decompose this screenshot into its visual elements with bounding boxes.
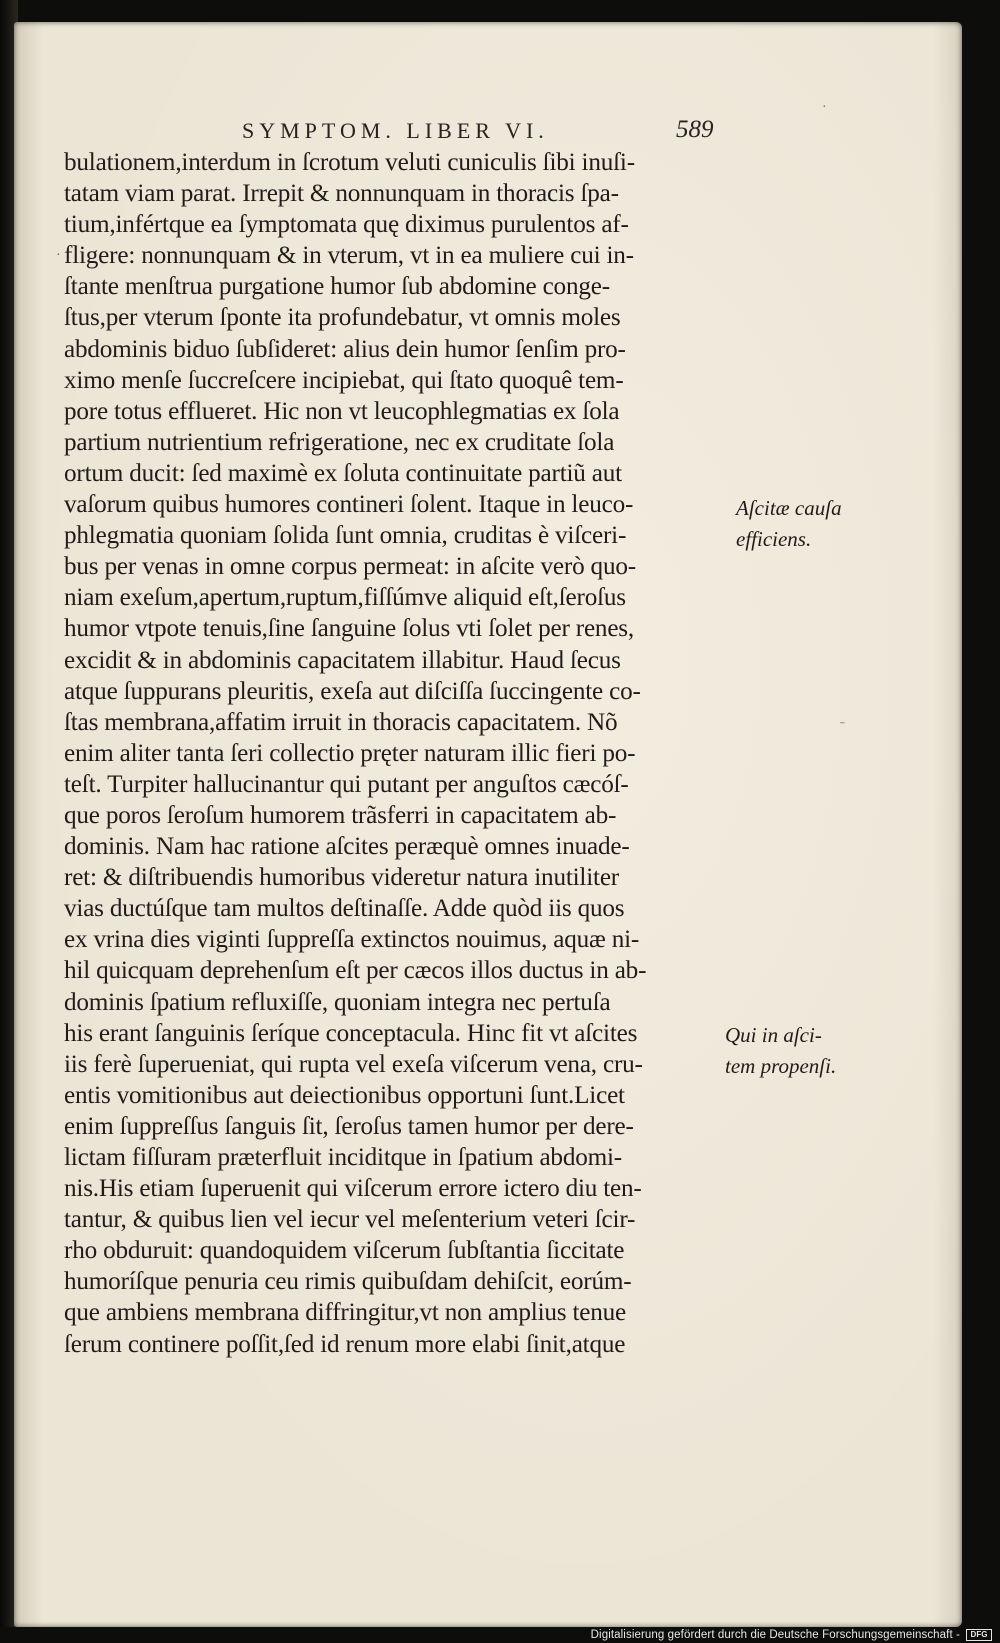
text-line: teſt. Turpiter hallucinantur qui putant per anguſtos cæcóſ- (64, 770, 629, 798)
text-line: dominis. Nam hac ratione aſcites peræquè omnes inuade- (64, 833, 630, 861)
marginal-note-line: Qui in aſci- (725, 1023, 822, 1047)
marginal-note (725, 1022, 836, 1084)
marginal-note-line: efficiens. (736, 527, 812, 552)
text-line: enim ſuppreſſus ſanguis ſit, ſeroſus tamen humor per dere- (64, 1112, 634, 1140)
text-line: ex vrina dies viginti ſuppreſſa extinctos nouimus, aquæ ni- (64, 926, 640, 954)
text-line: iis ferè ſuperueniat, qui rupta vel exeſa viſcerum vena, cru- (64, 1050, 643, 1078)
text-line: ſtus,per vterum ſponte ita profundebatur, vt omnis moles (64, 304, 621, 332)
text-line: lictam fiſſuram præterfluit inciditque in ſpatium abdomi- (64, 1144, 622, 1171)
text-line: abdominis biduo ſubſideret: alius dein humor ſenſim pro- (64, 335, 626, 363)
text-line: dominis ſpatium refluxiſſe, quoniam integra nec pertuſa (64, 988, 611, 1016)
text-line: atque ſuppurans pleuritis, exeſa aut diſciſſa ſuccingente co- (64, 677, 641, 705)
text-line: ximo menſe ſuccreſcere incipiebat, qui ſtato quoquê tem- (64, 366, 624, 394)
text-line: que poros ſeroſum humorem trãsferri in capacitatem ab- (64, 801, 617, 829)
text-line: pore totus efflueret. Hic non vt leucophlegmatias ex ſola (64, 397, 620, 425)
text-line: tantur, & quibus lien vel iecur vel meſenterium veteri ſcir- (64, 1206, 636, 1234)
text-line: nis.His etiam ſuperuenit qui viſcerum errore ictero diu ten- (64, 1175, 642, 1203)
marginal-note-line: Aſcitæ cauſa (736, 496, 842, 520)
ink-speck: ˉ (840, 720, 845, 735)
ink-speck: · (56, 248, 61, 263)
page-number: 589 (676, 116, 714, 143)
marginal-note (736, 495, 842, 557)
text-line: vaſorum quibus humores contineri ſolent. Itaque in leuco- (64, 491, 634, 519)
text-line: bulationem,interdum in ſcrotum veluti cuniculis ſibi inuſi- (64, 149, 635, 176)
text-line: tium,infértque ea ſymptomata quę diximus purulentos af- (64, 211, 629, 239)
text-line: ortum ducit: ſed maximè ex ſoluta continuitate partiũ aut (64, 459, 622, 487)
running-head: SYMPTOM. LIBER VI. (242, 118, 549, 143)
text-line: ſtante menſtrua purgatione humor ſub abdomine conge- (64, 273, 610, 301)
book-page (14, 22, 962, 1627)
text-line: partium nutrientium refrigeratione, nec ex cruditate ſola (64, 428, 615, 456)
text-line: hil quicquam deprehenſum eſt per cæcos illos ductus in ab- (64, 957, 647, 985)
text-line: entis vomitionibus aut deiectionibus opportuni ſunt.Licet (64, 1081, 625, 1109)
digitization-footer (0, 1627, 1000, 1643)
text-line: humoríſque penuria ceu rimis quibuſdam dehiſcit, eorúm- (64, 1268, 632, 1296)
text-line: phlegmatia quoniam ſolida ſunt omnia, cruditas è viſceri- (64, 522, 627, 550)
dfg-logo: DFG (966, 1629, 992, 1641)
text-line: ret: & diſtribuendis humoribus videretur natura inutiliter (64, 864, 619, 892)
text-line: humor vtpote tenuis,ſine ſanguine ſolus vti ſolet per renes, (64, 615, 634, 643)
text-line: fligere: nonnunquam & in vterum, vt in ea muliere cui in- (64, 242, 634, 270)
body-text (64, 147, 729, 1360)
marginal-note-line: tem propenſi. (725, 1054, 837, 1079)
text-line: que ambiens membrana diffringitur,vt non amplius tenue (64, 1299, 627, 1327)
funding-note: Digitalisierung gefördert durch die Deutsche Forschungsgemeinschaft - (590, 1629, 960, 1641)
text-line: enim aliter tanta ſeri collectio pręter naturam illic fieri po- (64, 739, 636, 767)
text-line: niam exeſum,apertum,ruptum,fiſſúmve aliquid eſt,ſeroſus (64, 584, 626, 612)
ink-speck: · (822, 100, 827, 115)
text-line: tatam viam parat. Irrepit & nonnunquam in thoracis ſpa- (64, 180, 619, 208)
text-line: bus per venas in omne corpus permeat: in aſcite verò quo- (64, 553, 636, 581)
text-line: ſtas membrana,affatim irruit in thoracis capacitatem. Nõ (64, 708, 618, 736)
text-line: vias ductúſque tam multos deſtinaſſe. Adde quòd iis quos (64, 895, 625, 923)
text-line: rho obduruit: quandoquidem viſcerum ſubſtantia ſiccitate (64, 1237, 625, 1265)
text-line: his erant ſanguinis ſeríque conceptacula. Hinc fit vt aſcites (64, 1019, 638, 1047)
text-line: excidit & in abdominis capacitatem illabitur. Haud ſecus (64, 646, 621, 674)
page-header (14, 118, 962, 148)
text-line: ſerum continere poſſit,ſed id renum more elabi ſinit,atque (64, 1330, 626, 1358)
